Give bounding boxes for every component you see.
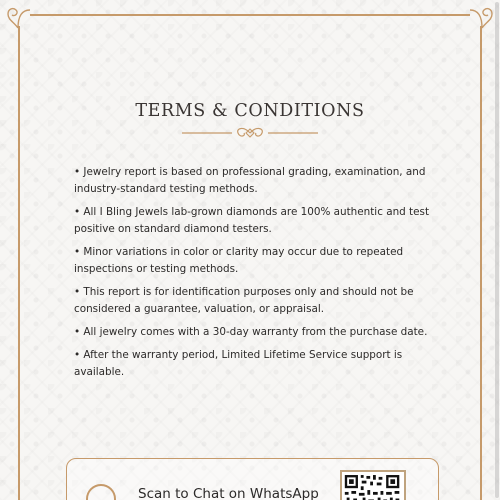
ornamental-divider: [180, 124, 320, 142]
scrollbar-thumb[interactable]: [495, 2, 499, 498]
terms-item: • Jewelry report is based on professional grading, examination, and industry-standard testing methods.: [74, 166, 426, 195]
terms-item: • All I Bling Jewels lab-grown diamonds are 100% authentic and test positive on standard diamond testers.: [74, 206, 430, 235]
scrollbar[interactable]: [494, 0, 500, 500]
page-title: TERMS & CONDITIONS: [135, 101, 365, 121]
corner-ornament-top-left: [4, 2, 32, 30]
frame-top-border: [30, 14, 470, 16]
terms-item: • Minor variations in color or clarity may occur due to repeated inspections or testing methods.: [74, 246, 404, 275]
terms-item: • After the warranty period, Limited Lifetime Service support is available.: [74, 349, 403, 378]
terms-item: • This report is for identification purposes only and should not be considered a guarantee, valuation, or appraisal.: [74, 286, 414, 315]
qr-code-icon: [340, 470, 406, 500]
corner-ornament-top-right: [468, 2, 496, 30]
terms-item: • All jewelry comes with a 30-day warranty from the purchase date.: [74, 326, 428, 338]
terms-list: [74, 164, 454, 387]
whatsapp-label: Scan to Chat on WhatsApp: [138, 486, 319, 500]
frame-left-border: [18, 26, 20, 500]
frame-right-border: [480, 26, 482, 500]
